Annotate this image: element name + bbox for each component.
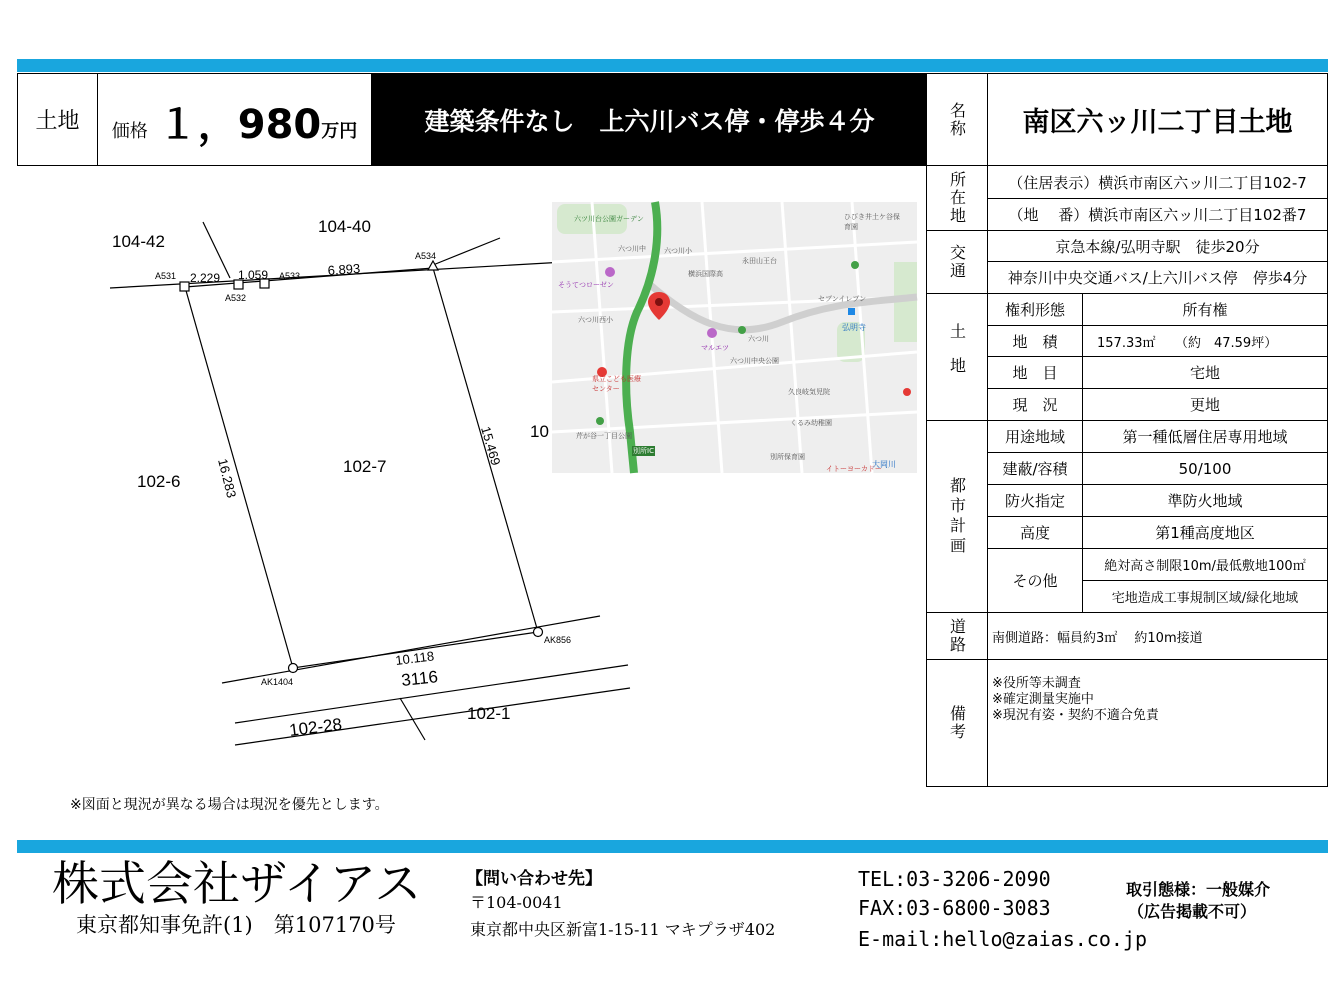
point-label: AK1404 [261,677,294,687]
land-category-label: 地 目 [987,356,1083,389]
status-label: 現 況 [987,388,1083,421]
fax-number: FAX:03-6800-3083 [858,896,1051,920]
rights-label: 権利形態 [987,293,1083,326]
note-line: ※役所等未調査 [992,676,1081,691]
map-place: 永田山王台 [742,257,777,265]
map-place: 六つ川 [748,335,769,343]
survey-marker [428,261,438,270]
category-box [17,73,98,166]
area-label: 地 積 [987,325,1083,357]
company-name: 株式会社ザイアス [52,857,422,912]
note-line: ※確定測量実施中 [992,692,1094,707]
plan-caution-note: ※図面と現況が異なる場合は現況を優先とします。 [70,797,389,813]
category-label: 土地 [35,109,80,134]
map-place: ひびき井土ケ谷保育園 [844,213,900,231]
map-place: 六つ川中 [618,245,646,253]
map-place: くるみ幼稚園 [790,419,832,427]
location-residential: （住居表示）横浜市南区六ッ川二丁目102-7 [987,165,1328,199]
other-label: その他 [987,548,1083,613]
transport-line-2: 神奈川中央交通バス/上六川バス停 停歩4分 [987,261,1328,294]
map-place: 六ツ川台公園ガーデン [574,215,644,223]
property-name: 南区六ッ川二丁目土地 [1022,107,1293,138]
coverage-value: 50/100 [1082,452,1328,485]
transport-line-1: 京急本線/弘明寺駅 徒歩20分 [987,230,1328,262]
road-value: 南側道路：幅員約3㎡ 約10m接道 [987,612,1328,660]
parcel-label: 102-1 [467,704,511,723]
map-place: 別所IC [633,447,654,455]
top-accent-bar [17,59,1328,72]
price-label: 価格 [111,121,148,142]
other-value-1: 絶対高さ制限10m/最低敷地100㎡ [1082,548,1328,581]
parcel-label: 102-6 [137,472,181,491]
zoning-label: 用途地域 [987,420,1083,453]
dimension-label: 2.229 [190,271,221,285]
rights-value: 所有権 [1082,293,1328,326]
map-place: 芹が谷一丁目公園 [576,432,632,440]
city-planning-label: 都市計画 [926,420,988,613]
note-line: ※現況有姿・契約不適合免責 [992,708,1159,723]
point-label: AK856 [544,635,572,645]
map-place: 県立こども医療センター [592,375,641,393]
area-value: 157.33㎡ （約 47.59坪） [1082,325,1328,357]
status-value: 更地 [1082,388,1328,421]
survey-marker [534,628,543,637]
transport-label: 交通 [926,230,988,294]
map-place: 弘明寺 [842,323,866,332]
postal-code: 〒104-0041 [470,893,563,912]
map-place: 久良岐気児院 [788,388,830,396]
land-label: 土地 [926,293,988,421]
boundary-line [400,698,425,740]
map-place: そうてつローゼン [558,281,614,289]
point-label: A534 [415,251,437,261]
notes-label: 備考 [926,659,988,787]
boundary-line [203,222,230,278]
property-name-box [987,73,1328,166]
road-number: 3116 [400,667,439,690]
boundary-line [433,238,500,265]
map-place: 六つ川西小 [578,316,613,324]
site-plan-drawing [100,200,572,760]
map-place: 横浜国際高 [688,270,723,278]
map-place: セブンイレブン [818,295,867,303]
headline-text: 建築条件なし 上六川バス停・停歩４分 [424,106,875,136]
dimension-label: 16.283 [215,457,240,500]
parcel-label: 104-42 [112,232,165,251]
notes-box [987,659,1328,787]
map-place: マルエツ [701,344,729,352]
location-map[interactable] [552,202,917,473]
other-value-2: 宅地造成工事規制区域/緑化地域 [1082,580,1328,613]
zoning-value: 第一種低層住居専用地域 [1082,420,1328,453]
company-address: 東京都中央区新富1-15-11 マキプラザ402 [470,920,776,939]
parcel-label: 102-7 [343,457,387,476]
parcel-label: 102-28 [288,714,344,740]
license-number: 東京都知事免許(1) 第107170号 [76,913,396,937]
contact-title: 【問い合わせ先】 [466,869,602,889]
bottom-accent-bar [17,840,1328,853]
height-label: 高度 [987,516,1083,549]
fire-value: 準防火地域 [1082,484,1328,517]
map-place: 六つ川中央公園 [730,357,779,365]
ad-note: （広告掲載不可） [1128,902,1257,921]
price-unit: 万円 [321,121,358,142]
survey-marker [180,282,189,291]
coverage-label: 建蔽/容積 [987,452,1083,485]
parcel-label: 104-40 [318,217,371,236]
map-place: 別所保育園 [770,453,805,461]
land-category-value: 宅地 [1082,356,1328,389]
deal-type: 取引態様：一般媒介 [1126,880,1271,899]
dimension-label: 1.059 [238,268,269,282]
location-label: 所在地 [926,165,988,231]
parcel-label: 10 [530,422,549,441]
dimension-label: 15.469 [478,424,504,468]
price-box [97,73,372,166]
map-place: 六つ川小 [664,247,692,255]
point-label: A531 [155,271,177,281]
fire-label: 防火指定 [987,484,1083,517]
dimension-label: 6.893 [327,260,361,278]
height-value: 第1種高度地区 [1082,516,1328,549]
map-place: イトーヨーカドー [826,465,882,473]
email-link[interactable]: E-mail:hello@zaias.co.jp [858,927,1147,951]
name-label: 名称 [926,73,988,166]
point-label: A533 [279,271,301,281]
tel-number[interactable]: TEL:03-3206-2090 [858,867,1051,891]
road-label: 道路 [926,612,988,660]
survey-marker [289,664,298,673]
dimension-label: 10.118 [394,648,435,668]
price-value: １，980 [157,102,322,148]
location-lot: （地 番）横浜市南区六ッ川二丁目102番7 [987,198,1328,231]
headline-banner [372,73,927,166]
map-place: 大岡川 [872,460,896,469]
point-label: A532 [225,293,247,303]
